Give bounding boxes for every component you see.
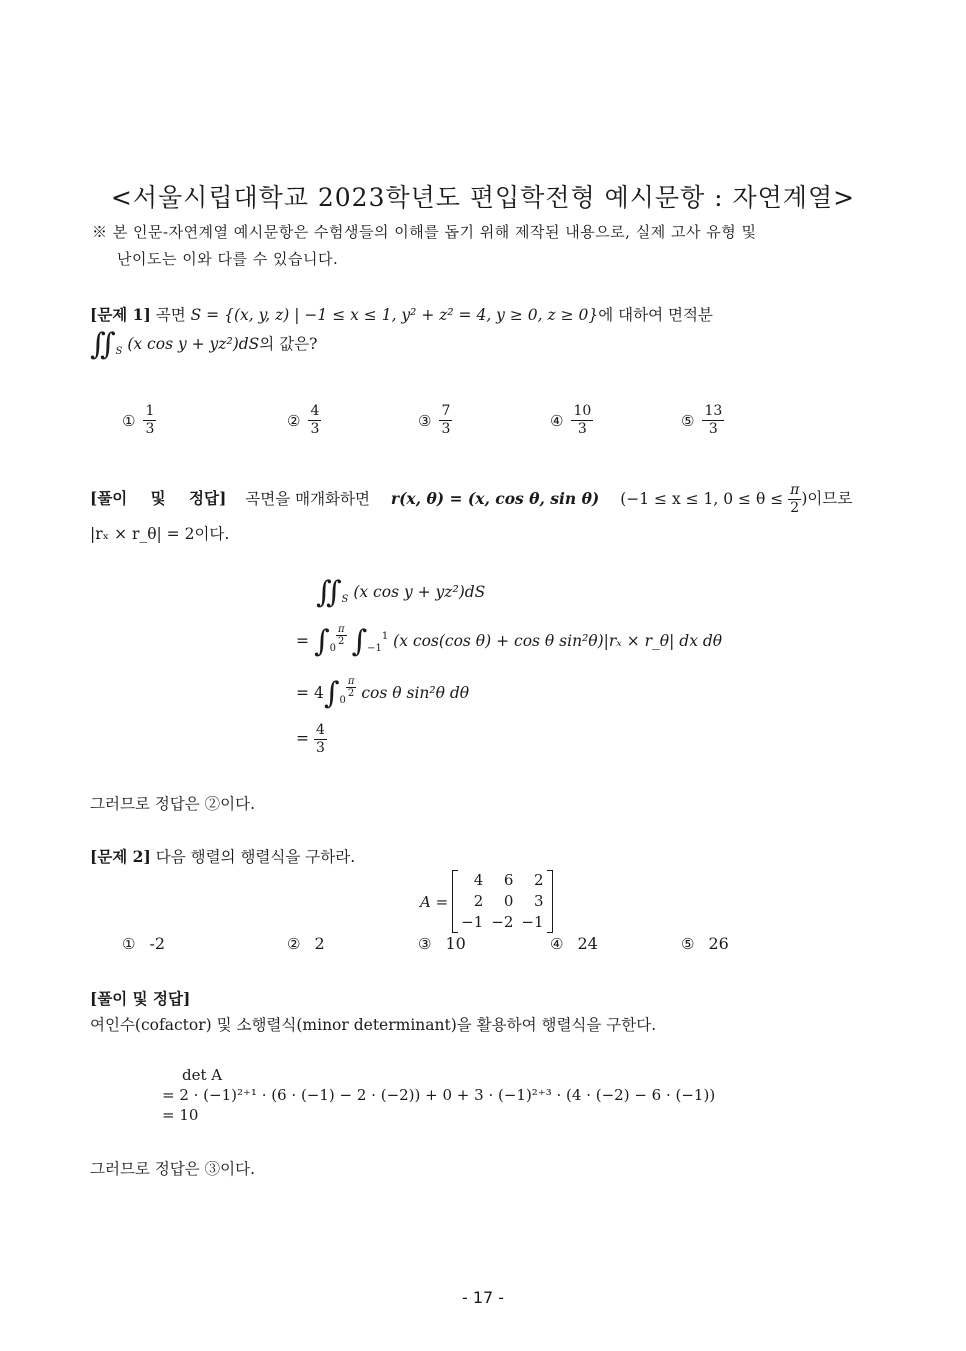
solution2-step-3: = 10 xyxy=(162,1106,199,1124)
lower-limit: 0 xyxy=(329,643,336,654)
problem1-choice-2 xyxy=(287,403,321,438)
solution2-step-1: det A xyxy=(182,1066,223,1084)
matrix-name: A = xyxy=(420,892,449,911)
problem2-choice-2: ② 2 xyxy=(287,934,325,953)
choice-fraction: $\frac{10}{3}$ xyxy=(573,403,592,437)
matrix-A xyxy=(452,870,552,933)
choice-mark: ② xyxy=(287,411,301,430)
equals-sign: = xyxy=(296,632,309,650)
notice-line-2: 난이도는 이와 다를 수 있습니다. xyxy=(117,250,339,268)
choice-fraction: $\frac{7}{3}$ xyxy=(441,403,451,437)
solution1-range-post: )이므로 xyxy=(801,489,853,508)
page-title: <서울시립대학교 2023학년도 편입학전형 예시문항 : 자연계열> xyxy=(110,183,856,212)
page-number: - 17 - xyxy=(461,1288,505,1307)
step1-expr: (x cos y + yz²)dS xyxy=(353,583,486,601)
choice-mark: ① xyxy=(122,411,136,430)
equals-sign: = xyxy=(296,684,309,702)
step2-expr: (x cos(cos θ) + cos θ sin²θ)|rₓ × r_θ| dx dθ xyxy=(393,632,723,650)
solution1-step-1 xyxy=(316,575,486,610)
problem2-choice-4: ④ 24 xyxy=(550,934,598,953)
choice-fraction: $\frac{4}{3}$ xyxy=(310,403,320,437)
upper-limit-pi-over-2: $\frac{\pi}{2}$ xyxy=(337,624,345,647)
matrix-row: −1 −2 −1 xyxy=(461,913,544,931)
problem2-choice-5: ⑤ 26 xyxy=(681,934,729,953)
pi-over-2: $\frac{\pi}{2}$ xyxy=(790,482,800,516)
notice-line-1: ※ 본 인문-자연계열 예시문항은 수험생들의 이해를 돕기 위해 제작된 내용으로, 실제 고사 유형 및 xyxy=(92,223,757,241)
solution2-label: [풀이 및 정답] xyxy=(90,989,191,1008)
upper-limit: 1 xyxy=(381,631,389,642)
integral-symbol: ∫ xyxy=(351,624,368,659)
problem2-matrix-expr xyxy=(420,870,553,933)
problem2-text: 다음 행렬의 행렬식을 구하라. xyxy=(155,848,356,866)
solution1-step-2 xyxy=(296,624,722,657)
problem1-statement xyxy=(90,303,713,325)
solution1-line2: |rₓ × r_θ| = 2이다. xyxy=(90,525,230,543)
problem1-label: [문제 1] xyxy=(90,305,151,324)
choice-fraction: $\frac{13}{3}$ xyxy=(704,403,723,437)
double-integral-symbol: ∬ xyxy=(90,327,116,362)
solution1-step-4 xyxy=(296,722,327,757)
problem1-set-expr: S = {(x, y, z) | −1 ≤ x ≤ 1, y² + z² = 4, y ≥ 0, z ≥ 0} xyxy=(190,306,599,324)
double-integral-symbol: ∬ xyxy=(316,575,342,610)
matrix-row: 4 6 2 xyxy=(473,871,544,889)
integral-symbol: ∫ xyxy=(323,676,340,711)
solution1-text: 곡면을 매개화하면 xyxy=(245,489,370,508)
problem1-question-suffix: 의 값은? xyxy=(259,335,318,353)
equals-sign: = xyxy=(296,729,309,748)
solution1-line1 xyxy=(90,482,890,517)
problem2-label: [문제 2] xyxy=(90,847,151,866)
problem1-choice-3 xyxy=(418,403,452,438)
integral-subscript: S xyxy=(115,346,123,357)
choice-mark: ③ xyxy=(418,411,432,430)
problem1-choice-5 xyxy=(681,403,724,438)
step3-expr: cos θ sin²θ dθ xyxy=(361,684,470,702)
solution1-step-3 xyxy=(296,676,469,709)
problem1-choice-4 xyxy=(550,403,593,438)
solution1-label: [풀이 및 정답] xyxy=(90,488,227,508)
upper-limit-pi-over-2: $\frac{\pi}{2}$ xyxy=(347,676,355,699)
solution1-range-pre: (−1 ≤ x ≤ 1, 0 ≤ θ ≤ xyxy=(620,489,784,508)
solution2-text: 여인수(cofactor) 및 소행렬식(minor determinant)을 활용하여 행렬식을 구한다. xyxy=(90,1016,657,1034)
matrix-row: 2 0 3 xyxy=(473,892,544,910)
integral-subscript: S xyxy=(341,594,349,605)
problem2-statement xyxy=(90,845,355,867)
choice-mark: ④ xyxy=(550,411,564,430)
problem1-text-post: 에 대하여 면적분 xyxy=(598,306,713,324)
choice-fraction: $\frac{1}{3}$ xyxy=(145,403,155,437)
solution1-param: r(x, θ) = (x, cos θ, sin θ) xyxy=(390,488,600,508)
solution1-conclusion: 그러므로 정답은 ②이다. xyxy=(90,795,256,813)
lower-limit: −1 xyxy=(367,643,382,654)
problem1-text-pre: 곡면 xyxy=(155,306,186,324)
choice-mark: ⑤ xyxy=(681,411,695,430)
problem1-choice-1 xyxy=(122,403,156,438)
problem2-choice-1: ① -2 xyxy=(122,934,166,953)
result-fraction: $\frac{4}{3}$ xyxy=(315,722,325,756)
coefficient: 4 xyxy=(313,684,324,702)
lower-limit: 0 xyxy=(339,695,346,706)
problem1-integrand: (x cos y + yz²)dS xyxy=(127,335,260,353)
solution2-step-2: = 2 · (−1)²⁺¹ · (6 · (−1) − 2 · (−2)) + 0 + 3 · (−1)²⁺³ · (4 · (−2) − 6 · (−1)) xyxy=(162,1086,716,1104)
integral-symbol: ∫ xyxy=(313,624,330,659)
problem1-integral-line xyxy=(90,327,318,362)
problem2-choice-3: ③ 10 xyxy=(418,934,466,953)
solution2-conclusion: 그러므로 정답은 ③이다. xyxy=(90,1160,256,1178)
